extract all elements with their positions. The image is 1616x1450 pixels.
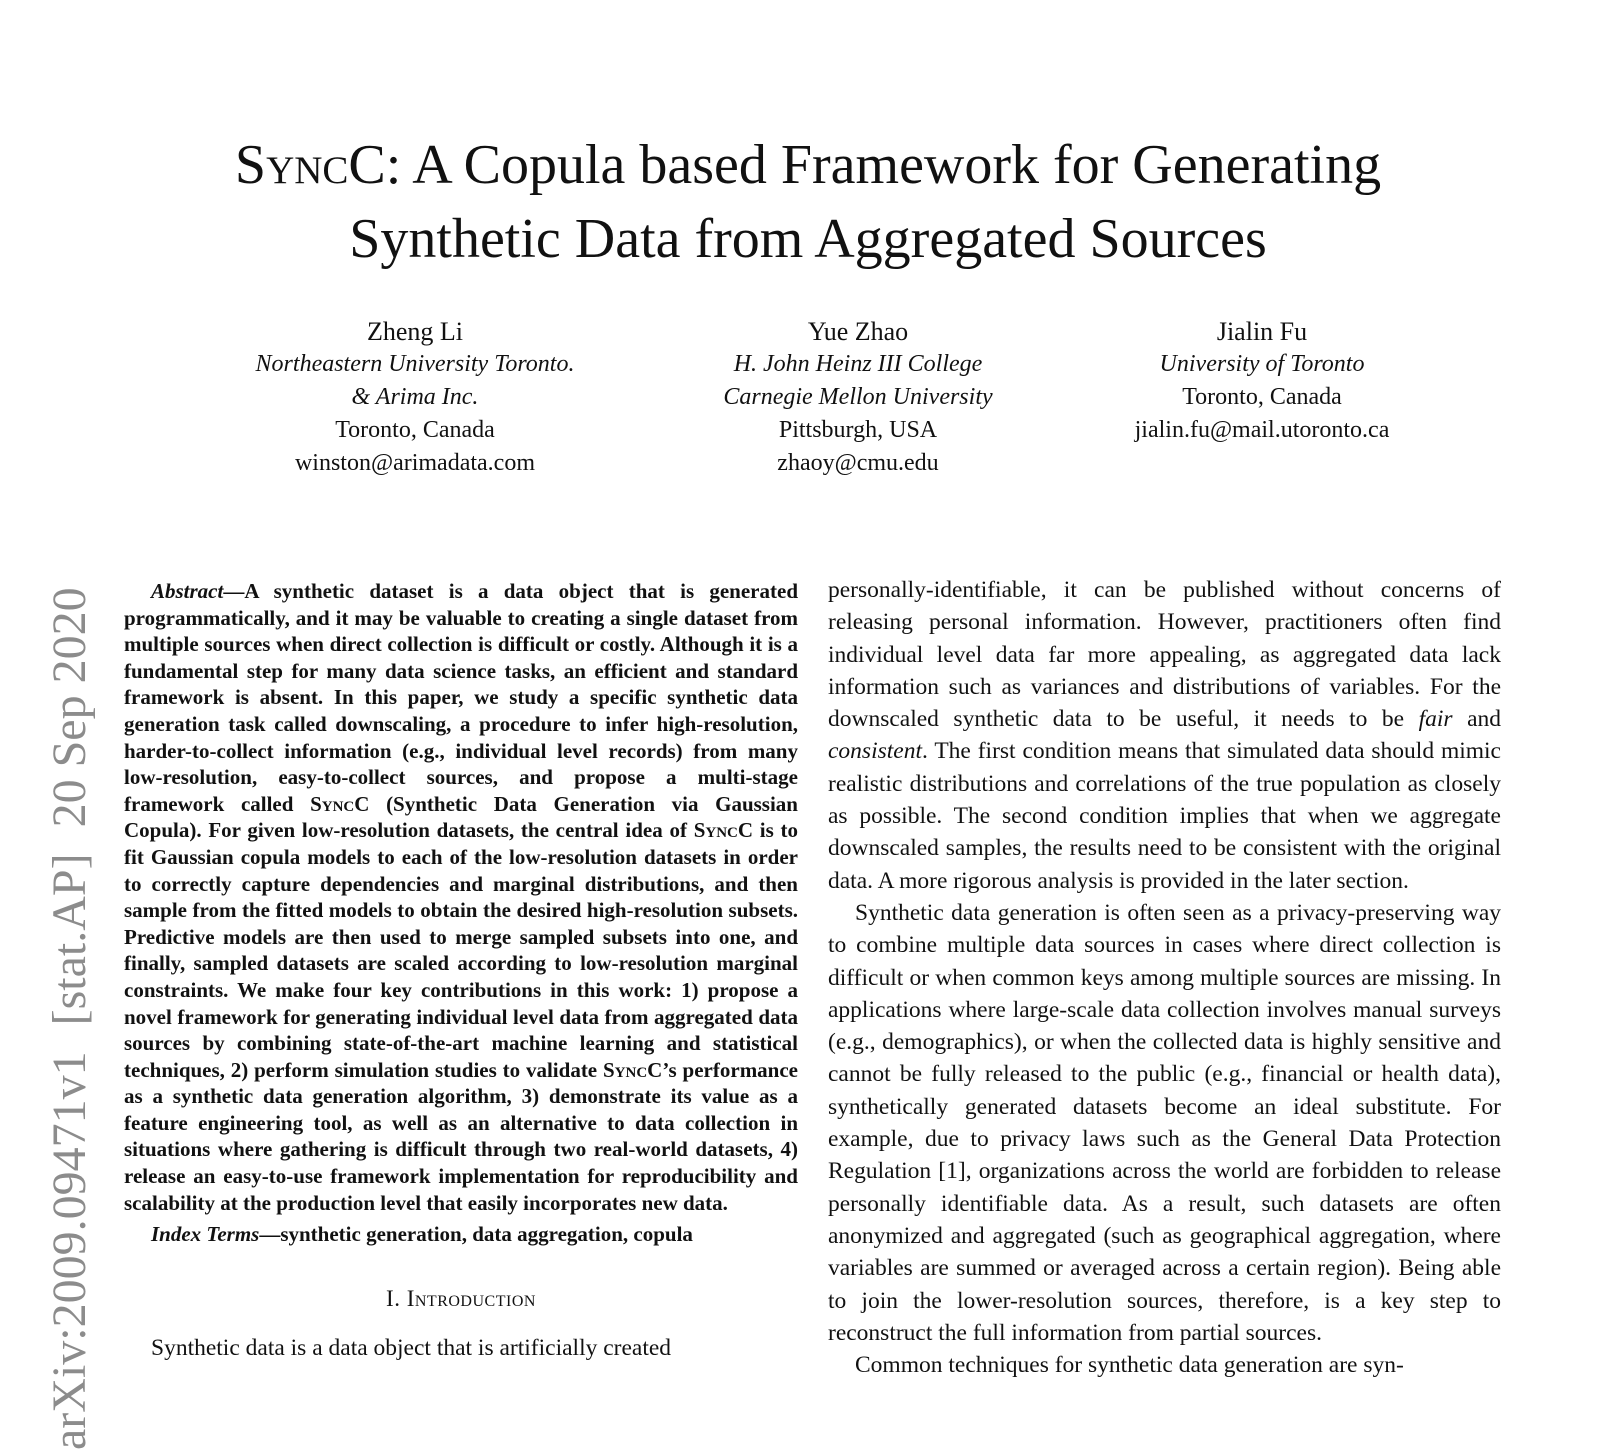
author-affiliation: Carnegie Mellon University — [723, 384, 993, 410]
author-affiliation: Northeastern University Toronto. — [255, 351, 575, 377]
paragraph: Common techniques for synthetic data generation are syn- — [855, 1352, 1404, 1379]
arxiv-stamp — [43, 573, 96, 1450]
author-location: Toronto, Canada — [335, 417, 495, 443]
author-email[interactable]: winston@arimadata.com — [294, 450, 536, 476]
paragraph — [828, 574, 1501, 897]
arxiv-id[interactable]: arXiv:2009.09471v1 — [43, 1051, 96, 1450]
title-line-1-rest: : A Copula based Framework for Generating — [385, 134, 1382, 196]
index-terms-text: —synthetic generation, data aggregation, copula — [259, 1222, 693, 1247]
sync-name: SyncC — [602, 1057, 663, 1082]
author-name: Jialin Fu — [1216, 317, 1308, 346]
author-location: Pittsburgh, USA — [778, 417, 938, 443]
section-number: I. — [386, 1286, 401, 1312]
paper-title — [60, 128, 1556, 276]
index-terms — [124, 1220, 798, 1248]
intro-paragraph: Synthetic data is a data object that is artificially created — [151, 1335, 672, 1362]
author-block-2 — [648, 315, 1068, 480]
author-block-1 — [205, 315, 625, 480]
paragraph: Synthetic data generation is often seen as a privacy-preserving way to combine multiple data sources in cases where direct collection is difficult or when common keys among multiple sources are missing. In applications where large-scale data collection involves manual surveys (e.g., demographics), or when the collected data is highly sensitive and cannot be fully released to the public (e.g., financial or health data), synthetically generated datasets become an ideal substitute. For example, due to privacy laws such as the General Data Protection Regulation [1], organizations across the world are forbidden to release personally identifiable data. As a result, such datasets are often anonymized and aggregated (such as geographical aggregation, where variables are summed or averaged across a certain region). Being able to join the lower-resolution sources, therefore, is a key step to reconstruct the full information from partial sources. — [828, 899, 1501, 1346]
abstract-text: (Synthetic Data Generation via Gaussian Copula). For given low-resolution datasets, the central idea of — [124, 791, 798, 843]
sync-name: SyncC — [693, 818, 754, 843]
emphasis-fair: fair — [1418, 706, 1453, 733]
author-email[interactable]: zhaoy@cmu.edu — [777, 450, 939, 476]
section-title: Introduction — [406, 1286, 536, 1312]
author-block-3 — [1052, 315, 1472, 447]
author-name: Yue Zhao — [807, 317, 909, 346]
title-line-2: Synthetic Data from Aggregated Sources — [349, 208, 1267, 270]
author-affiliation: H. John Heinz III College — [733, 351, 983, 377]
author-name: Zheng Li — [366, 317, 464, 346]
right-column — [828, 574, 1501, 1381]
abstract-label: Abstract — [151, 579, 224, 603]
paragraph-text: and — [1452, 706, 1501, 733]
title-sync: SyncC — [234, 134, 386, 196]
author-affiliation: University of Toronto — [1159, 351, 1365, 377]
left-column — [124, 578, 798, 1364]
sync-name: SyncC — [310, 791, 370, 816]
abstract-text: —A synthetic dataset is a data object that is generated programmatically, and it may be valuable to creating a single dataset from multiple sources when direct collection is difficult or costly. Although it is a fundamental step for many data science tasks, an efficient and standard framework is absent. In this paper, we study a specific synthetic data generation task called downscaling, a procedure to infer high-resolution, harder-to-collect information (e.g., individual level records) from many low-resolution, easy-to-collect sources, and propose a multi-stage framework called — [124, 579, 798, 816]
paragraph-text: . The first condition means that simulated data should mimic realistic distributions and correlations of the true population as closely as possible. The second condition implies that when we aggregate downscaled samples, the results need to be consistent with the original data. A more rigorous analysis is provided in the later section. — [828, 738, 1501, 894]
abstract — [124, 578, 798, 1216]
abstract-text: ’s performance as a synthetic data generation algorithm, 3) demonstrate its value as a feature engineering tool, as well as an alternative to data collection in situations where gathering is difficult through two real-world datasets, 4) release an easy-to-use framework implementation for reproducibility and scalability at the production level that easily incorporates new data. — [124, 1057, 799, 1215]
author-affiliation: & Arima Inc. — [351, 384, 479, 410]
title-line-1 — [60, 128, 1556, 202]
emphasis-consistent: consistent — [828, 738, 922, 765]
index-terms-label: Index Terms — [151, 1222, 260, 1247]
arxiv-date: 20 Sep 2020 — [43, 587, 96, 828]
arxiv-category: [stat.AP] — [43, 853, 96, 1026]
abstract-text: is to fit Gaussian copula models to each of the low-resolution datasets in order to correctly capture dependencies and marginal distributions, and then sample from the fitted models to obtain the desired high-resolution subsets. Predictive models are then used to merge sampled subsets into one, and finally, sampled datasets are scaled according to low-resolution marginal constraints. We make four key contributions in this work: 1) propose a novel framework for generating individual level data from aggregated data sources by combining state-of-the-art machine learning and statistical techniques, 2) perform simulation studies to validate — [124, 818, 799, 1082]
paragraph-text: personally-identifiable, it can be published without concerns of releasing personal information. However, practitioners often find individual level data far more appealing, as aggregated data lack information such as variances and distributions of variables. For the downscaled synthetic data to be useful, it needs to be — [828, 577, 1501, 733]
author-location: Toronto, Canada — [1182, 384, 1342, 410]
section-heading — [124, 1286, 798, 1312]
author-email[interactable]: jialin.fu@mail.utoronto.ca — [1134, 417, 1390, 443]
